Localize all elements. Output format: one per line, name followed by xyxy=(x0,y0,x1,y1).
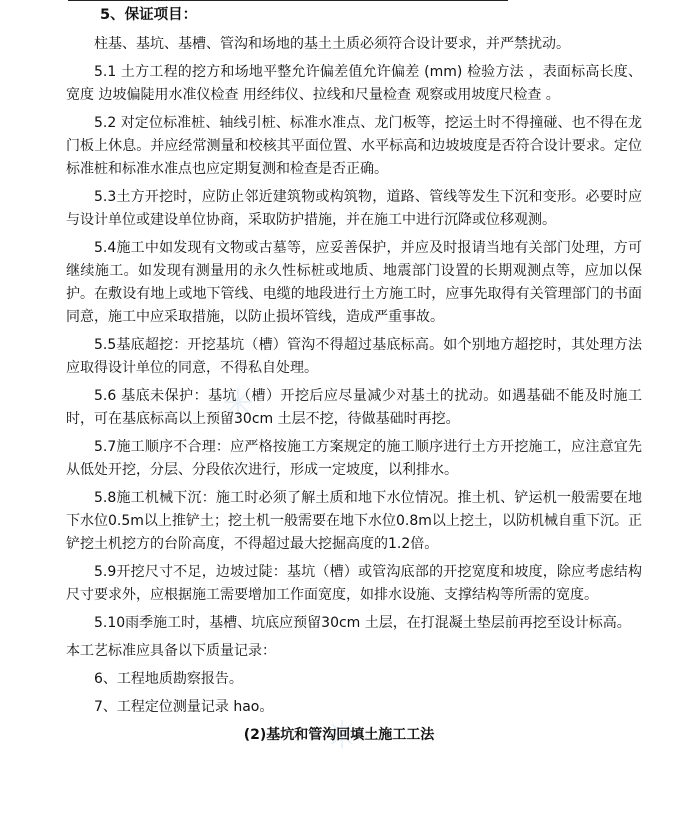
section-subtitle: (2)基坑和管沟回填土施工工法 xyxy=(243,727,435,743)
item-5-5: 5.5基底超挖：开挖基坑（槽）管沟不得超过基底标高。如个别地方超挖时，其处理方法应取得设计单位的同意，不得私自处理。 xyxy=(66,337,642,376)
item-5-1: 5.1 土方工程的挖方和场地平整允许偏差值允许偏差 (mm) 检验方法 ，表面标高长度、宽度 边坡偏陡用水准仪检查 用经纬仪、拉线和尺量检查 观察或用坡度尺检查 。 xyxy=(66,64,642,103)
item-5-7: 5.7施工顺序不合理：应严格按施工方案规定的施工顺序进行土方开挖施工，应注意宜先从低处开挖，分层、分段依次进行，形成一定坡度，以利排水。 xyxy=(66,439,642,478)
item-5-3: 5.3土方开挖时，应防止邻近建筑物或构筑物，道路、管线等发生下沉和变形。必要时应与设计单位或建设单位协商，采取防护措施，并在施工中进行沉降或位移观测。 xyxy=(66,189,642,228)
record-intro: 本工艺标准应具备以下质量记录： xyxy=(66,643,276,659)
item-5-2: 5.2 对定位标准桩、轴线引桩、标准水准点、龙门板等，挖运土时不得撞碰、也不得在龙门板上休息。并应经常测量和校核其平面位置、水平标高和边坡坡度是否符合设计要求。定位标准桩和标准水准点也应定期复测和检查是否正确。 xyxy=(66,115,642,177)
item-5-4: 5.4施工中如发现有文物或古墓等，应妥善保护，并应及时报请当地有关部门处理，方可继续施工。如发现有测量用的永久性标桩或地质、地震部门设置的长期观测点等，应加以保护。在敷设有地上或地下管线、电缆的地段进行土方施工时，应事先取得有关管理部门的书面同意，施工中应采取措施，以防止损坏管线，造成严重事故。 xyxy=(66,240,642,325)
document-body xyxy=(66,4,642,747)
item-5-8: 5.8施工机械下沉：施工时必须了解土质和地下水位情况。推土机、铲运机一般需要在地下水位0.5m以上推铲土；挖土机一般需要在地下水位0.8m以上挖土，以防机械自重下沉。正铲挖土机挖方的台阶高度，不得超过最大挖掘高度的1.2倍。 xyxy=(66,490,642,552)
record-item-7: 7、工程定位测量记录 hao。 xyxy=(94,699,274,715)
section-heading: 5、保证项目： xyxy=(100,7,198,23)
intro-paragraph: 柱基、基坑、基槽、管沟和场地的基土土质必须符合设计要求，并严禁扰动。 xyxy=(94,36,570,52)
item-5-9: 5.9开挖尺寸不足，边坡过陡：基坑（槽）或管沟底部的开挖宽度和坡度，除应考虑结构尺寸要求外，应根据施工需要增加工作面宽度，如排水设施、支撑结构等所需的宽度。 xyxy=(66,564,642,603)
top-rule xyxy=(68,0,508,1)
record-item-6: 6、工程地质勘察报告。 xyxy=(94,671,243,687)
item-5-10: 5.10雨季施工时，基槽、坑底应预留30cm 土层，在打混凝土垫层前再挖至设计标高。 xyxy=(94,615,631,631)
item-5-6: 5.6 基底未保护：基坑（槽）开挖后应尽量减少对基土的扰动。如遇基础不能及时施工时，可在基底标高以上预留30cm 土层不挖，待做基础时再挖。 xyxy=(66,388,642,427)
